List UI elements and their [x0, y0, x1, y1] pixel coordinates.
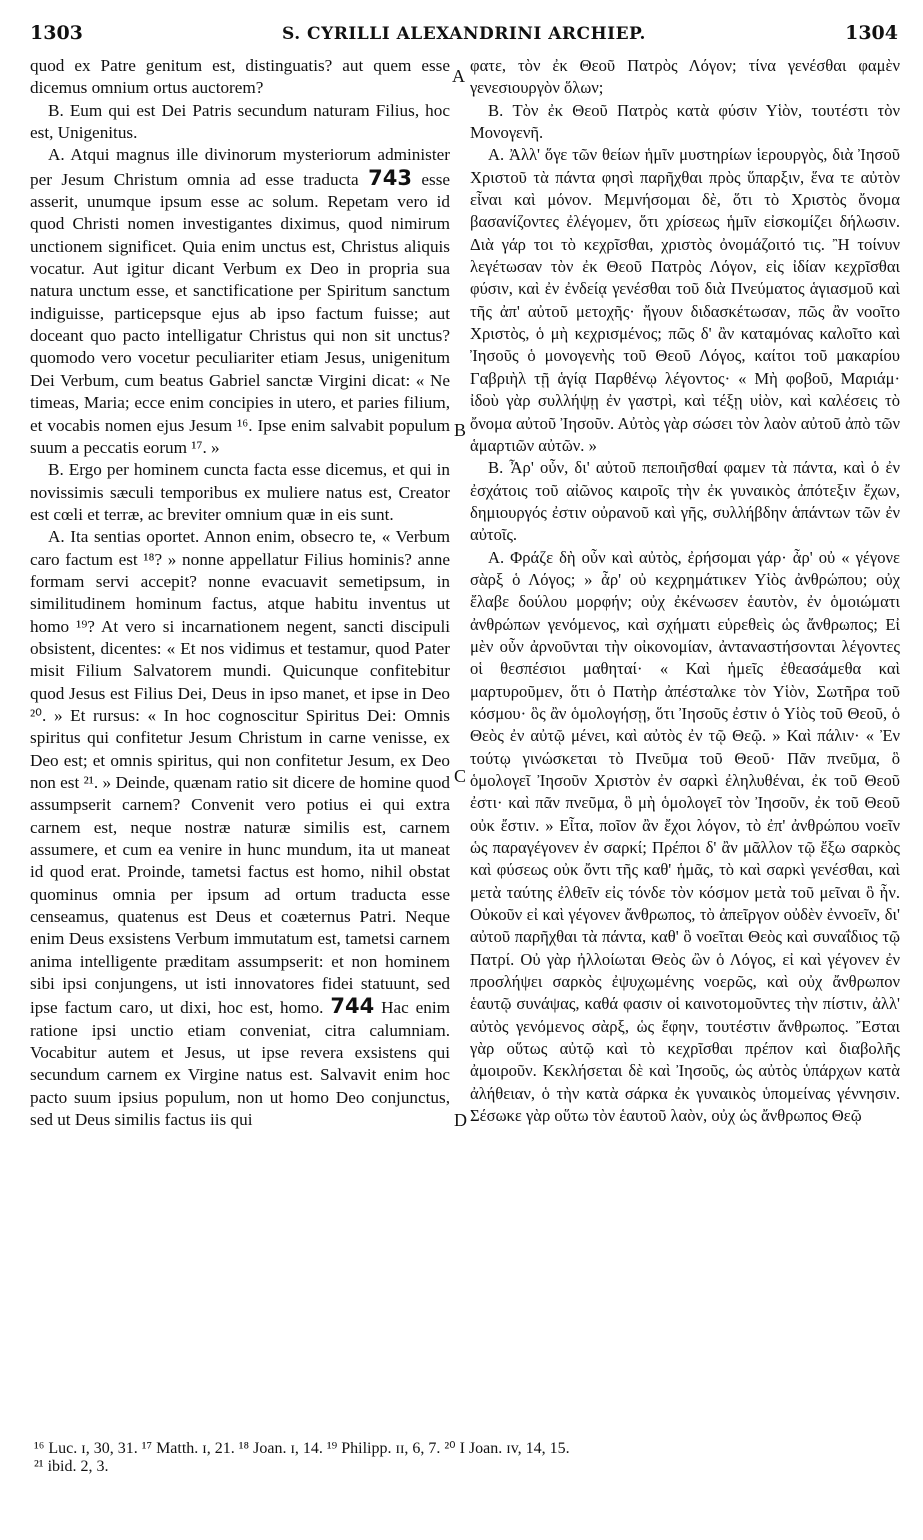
latin-paragraph	[30, 144, 450, 459]
greek-paragraph: A. Φράζε δὴ οὖν καὶ αὐτὸς, ἐρήσομαι γάρ· ἆρ' οὐ « γέγονε σὰρξ ὁ Λόγος; » ἆρ' οὐ κεχρημάτικεν Υἱὸς ἀνθρώπου; οὐχ ἔλαβε δούλου μορφήν; οὐχ ἐκένωσεν ἑαυτὸν, ἐν ὁμοιώματι ἀνθρώπων γενόμενος, καὶ σχήματι εὑρεθεὶς ὡς ἄνθρωπος; Εἰ μὲν οὖν ἀρνοῦνται τὴν οἰκονομίαν, ἀνταναστήσονται λέγοντες οἱ θεσπέσιοι μαθηταί· « Καὶ ἡμεῖς ἐθεασάμεθα καὶ μαρτυροῦμεν, ὅτι ὁ Πατὴρ ἀπέσταλκε τὸν Υἱὸν, Σωτῆρα τοῦ κόσμου· ὃς ἂν ὁμολογήσῃ, ὅτι Ἰησοῦς ἐστιν ὁ Υἱὸς τοῦ Θεοῦ, ὁ Θεὸς ἐν αὐτῷ μένει, καὶ αὐτὸς ἐν τῷ Θεῷ. » Καὶ πάλιν· « Ἐν τούτῳ γινώσκεται τὸ Πνεῦμα τοῦ Θεοῦ· Πᾶν πνεῦμα, ὃ ὁμολογεῖ Ἰησοῦν Χριστὸν ἐν σαρκὶ ἐληλυθέναι, ἐκ τοῦ Θεοῦ ἐστι· καὶ πᾶν πνεῦμα, ὃ μὴ ὁμολογεῖ τὸν Ἰησοῦν, ἐκ τοῦ Θεοῦ οὐκ ἔστιν. » Εἶτα, ποῖον ἂν ἔχοι λόγον, τὸ ἐπ' ἀνθρώπου νοεῖν ὡς παραγέγονεν ἐν σαρκί; Πρέποι δ' ἂν μᾶλλον τῷ ἔξω σαρκὸς καὶ φύσεως οὐκ ὄντι τῆς καθ' ἡμᾶς, τὸ καὶ σαρκὶ γενέσθαι, καὶ μετὰ ταύτης ἐλθεῖν εἰς τόνδε τὸν κόσμον μετὰ τοῦ μεῖναι ὃ ἦν. Οὐκοῦν εἰ καὶ γέγονεν ἄνθρωπος, τὸ ἀπεῖργον οὐδὲν ἐννοεῖν, δι' αὐτοῦ παρῆχθαι τὰ πάντα, καθ' ὃ νοεῖται Θεὸς καὶ συναΐδιος τῷ Πατρί. Οὐ γὰρ ἠλλοίωται Θεὸς ὢν ὁ Λόγος, εἰ καὶ γέγονεν ἐν προσλήψει σαρκὸς ἐψυχωμένης νοερῶς, καὶ οὐχ ἄνθρωπον ἑαυτῷ συνάψας, καθά φασιν οἱ καινοτομοῦντες τὴν πίστιν, ἀλλ' αὐτὸς γενόμενος σὰρξ, ὡς ἔφην, τουτέστιν ἄνθρωπος. Ἔσται γὰρ οὕτως αὐτῷ καὶ τὸ κεχρῖσθαι πρέπον καὶ διαβολῆς ἀμοιροῦν. Κεκλήσεται δὲ καὶ Ἰησοῦς, ὡς αὐτὸς ὑπάρχων κατὰ ἀλήθειαν, ὁ τὴν κατὰ σάρκα ἐκ γυναικὸς ὑπομείνας γέννησιν. Σέσωκε γὰρ οὕτω τὸν ἑαυτοῦ λαὸν, οὐχ ὡς ἄνθρωπος Θεῷ	[470, 547, 900, 1126]
latin-paragraph: B. Eum qui est Dei Patris secundum naturam Filius, hoc est, Unigenitus.	[30, 100, 450, 143]
footnote-line: ¹⁶ Luc. ɪ, 30, 31. ¹⁷ Matth. ɪ, 21. ¹⁸ Joan. ɪ, 14. ¹⁹ Philipp. ɪɪ, 6, 7. ²⁰ I Joan. ɪv, 14, 15.	[34, 1440, 570, 1457]
margin-marker-a: A	[452, 66, 465, 86]
running-title: S. CYRILLI ALEXANDRINI ARCHIEP.	[282, 24, 646, 44]
footnotes	[34, 1440, 894, 1476]
column-number-744: 744	[330, 994, 375, 1019]
page-number-right: 1304	[845, 22, 898, 44]
margin-marker-b: B	[454, 420, 467, 440]
latin-text: A. Ita sentias oportet. Annon enim, obsecro te, « Verbum caro factum est ¹⁸? » nonne appellatur Filius hominis? anne formam servi accepit? nonne evacuavit semetipsum, in similitudinem hominum factus, atque habitu inventus ut homo ¹⁹? At vero si incarnationem negent, sancti discipuli obsistent, dicentes: « Et nos vidimus et testamur, quod Pater misit Filium Salvatorem mundi. Quicunque confitebitur quod Jesus est Filius Dei, Deus in ipso manet, et ipse in Deo ²⁰. » Et rursus: « In hoc cognoscitur Spiritus Dei: Omnis spiritus qui confitetur Jesum Christum in carne venisse, ex Deo est; et omnis spiritus, qui non confitetur Jesum, ex Deo non est ²¹. » Deinde, quænam ratio sit dicere de homine quod assumpserit carnem? Convenit vero potius ei qui extra carnem est, neque nostræ naturæ similis est, carnem assumere, et cum ea venire in hunc mundum, ita ut maneat id quod erat. Proinde, tametsi factus est homo, nihil obstat quominus omnia per ipsum ad ortum traducta esse censeamus, quatenus est Deus et coæternus Patri. Neque enim Deus exsistens Verbum immutatum est, tametsi carnem anima intelligente præditam assumpserit: et non hominem sibi ipsi conjungens, ut isti innovatores fidei statuunt, sed ipse factum caro, ut dixi, hoc est, homo.	[30, 527, 450, 1018]
latin-column	[30, 55, 450, 1132]
page-header	[30, 18, 898, 48]
margin-marker-d: D	[454, 1110, 467, 1130]
greek-paragraph: B. Ἆρ' οὖν, δι' αὐτοῦ πεποιῆσθαί φαμεν τὰ πάντα, καὶ ὁ ἐν ἐσχάτοις τοῦ αἰῶνος καιροῖς τὴν ἐκ γυναικὸς ἀπότεξιν ἔχων, δημιουργός ἐστιν οὐρανοῦ καὶ γῆς, συλλήβδην ἁπάντων τῶν ἐν αὐτοῖς.	[470, 458, 900, 545]
latin-text: esse asserit, unumque ipsum esse ac solum. Repetam vero id quod Christi nomen investigantes diximus, quod nimirum unctionem significet. Quia enim unctus est, Christus aliquis vocatur. Aut igitur dicant Verbum ex Deo in propria sua natura unctum esse, et sanctificatione per Spiritum sanctum indiguisse, particepsque ejus ab ipso factum fuisse; aut doceant quo pacto intelligatur Christus qui non sit unctus? quomodo vero vocetur peculiariter etiam Jesus, unigenitum Dei Verbum, cum beatus Gabriel sanctæ Virgini dicat: « Ne timeas, Maria; ecce enim concipies in utero, et paries filium, et vocabis nomen ejus Jesum ¹⁶. Ipse enim salvabit populum suum a peccatis eorum ¹⁷. »	[30, 169, 451, 457]
latin-paragraph: quod ex Patre genitum est, distinguatis? aut quem esse dicemus omnium ortus auctorem?	[30, 56, 450, 98]
latin-paragraph: B. Ergo per hominem cuncta facta esse dicemus, et qui in novissimis sæculi temporibus ex muliere natus est, Creator est cœli et terræ, ac breviter omnium quæ in eis sunt.	[30, 460, 450, 524]
greek-paragraph: A. Ἀλλ' ὅγε τῶν θείων ἡμῖν μυστηρίων ἱερουργὸς, διὰ Ἰησοῦ Χριστοῦ τὰ πάντα φησὶ παρῆχθαι πρὸς ὕπαρξιν, ἕνα τε αὐτὸν εἶναι καὶ μόνον. Μεμνήσομαι δὲ, ὅτι τὸ Χριστὸς ὄνομα βασανίζοντες ἐλέγομεν, ὅτι χρίσεως ἡμῖν εἰσκομίζει δήλωσιν. Διὰ γάρ τοι τὸ κεχρῖσθαι, χριστὸς ὀνομάζοιτό τις. Ἢ τοίνυν λεγέτωσαν τὸν ἐκ Θεοῦ Πατρὸς Λόγον, εἰς ἰδίαν κεχρῖσθαι φύσιν, καὶ ἐν ἐνδείᾳ γενέσθαι τοῦ διὰ Πνεύματος ἁγιασμοῦ καὶ τῆς ἀπ' αὐτοῦ μετοχῆς· ἤγουν διδασκέτωσαν, πῶς ἂν νοοῖτο Χριστὸς, ὁ μὴ κεχρισμένος; πῶς δ' ἂν καταμόνας καλοῖτο καὶ Ἰησοῦς ὁ μονογενὴς τοῦ Θεοῦ Λόγος, καίτοι τοῦ μακαρίου Γαβριὴλ τῇ ἁγίᾳ Παρθένῳ λέγοντος· « Μὴ φοβοῦ, Μαριάμ· ἰδοὺ γὰρ συλλήψῃ ἐν γαστρὶ, καὶ τέξῃ υἱὸν, καὶ καλέσεις τὸ ὄνομα αὐτοῦ Ἰησοῦν. Αὐτὸς γὰρ σώσει τὸν λαὸν αὐτοῦ ἀπὸ τῶν ἁμαρτιῶν αὐτῶν. »	[470, 145, 900, 455]
column-number-743: 743	[368, 165, 412, 190]
page-number-left: 1303	[30, 22, 83, 44]
latin-text: A. Atqui magnus ille divinorum mysteriorum administer per Jesum Christum omnia ad esse traducta	[30, 145, 450, 189]
greek-paragraph: φατε, τὸν ἐκ Θεοῦ Πατρὸς Λόγον; τίνα γενέσθαι φαμὲν γενεσιουργὸν ὅλων;	[470, 56, 900, 98]
greek-column	[470, 55, 900, 1128]
margin-marker-c: C	[454, 766, 467, 786]
latin-text: Hac enim ratione ipsi unctio etiam conveniat, citra calumniam. Vocabitur autem et Jesus, ut ipse revera exsistens qui secundum carnem ex Virgine natus est. Salvavit enim hoc pacto suum ipsius populum, non ut homo Deo conjunctus, sed ut Deus similis factus iis qui	[30, 998, 451, 1130]
footnote-line: ²¹ ibid. 2, 3.	[34, 1458, 109, 1475]
latin-paragraph	[30, 526, 450, 1131]
greek-paragraph: B. Τὸν ἐκ Θεοῦ Πατρὸς κατὰ φύσιν Υἱὸν, τουτέστι τὸν Μονογενῆ.	[470, 100, 900, 143]
